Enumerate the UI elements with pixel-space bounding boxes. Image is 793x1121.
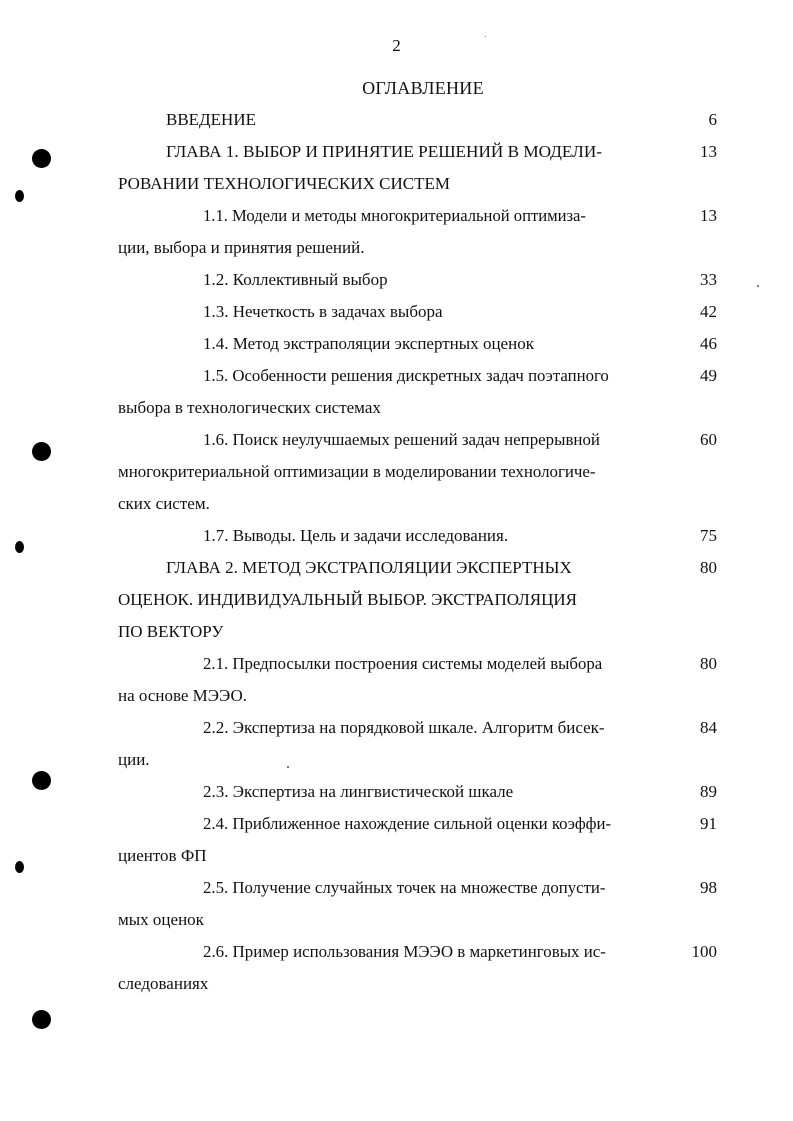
toc-entry-text: 2.4. Приближенное нахождение сильной оценки коэффи-: [203, 814, 612, 833]
punch-hole-mark: [32, 149, 51, 168]
toc-entry-page: 80: [700, 558, 717, 577]
toc-entry-page: 60: [700, 430, 717, 449]
toc-entry-page: 42: [700, 302, 717, 321]
toc-entry-page: 33: [700, 270, 717, 289]
toc-entry-text: 1.4. Метод экстраполяции экспертных оценок: [203, 334, 534, 353]
toc-entry-page: 49: [700, 366, 717, 385]
punch-hole-mark: [15, 190, 24, 202]
toc-entry-text: РОВАНИИ ТЕХНОЛОГИЧЕСКИХ СИСТЕМ: [118, 174, 450, 193]
toc-entry-page: 98: [700, 878, 717, 897]
toc-entry-text: 2.5. Получение случайных точек на множестве допусти-: [203, 878, 606, 897]
toc-entry-text: 2.3. Экспертиза на лингвистической шкале: [203, 782, 514, 801]
punch-hole-mark: [32, 771, 51, 790]
toc-entry-text: ГЛАВА 2. МЕТОД ЭКСТРАПОЛЯЦИИ ЭКСПЕРТНЫХ: [166, 558, 572, 577]
toc-entry-text: на основе МЭЭО.: [118, 686, 247, 705]
toc-entry-page: 75: [700, 526, 717, 545]
page-number: 2: [392, 36, 401, 55]
toc-entry-page: 13: [700, 142, 717, 161]
toc-entry-text: ских систем.: [118, 494, 210, 513]
toc-entry-text: 2.1. Предпосылки построения системы моделей выбора: [203, 654, 603, 673]
toc-entry-text: 1.3. Нечеткость в задачах выбора: [203, 302, 443, 321]
toc-entry-text: циентов ФП: [118, 846, 207, 865]
punch-hole-mark: [15, 541, 24, 553]
toc-entry-page: 13: [700, 206, 717, 225]
toc-entry-text: 1.5. Особенности решения дискретных задач поэтапного: [203, 366, 609, 385]
toc-entry-text: ПО ВЕКТОРУ: [118, 622, 224, 641]
toc-entry-text: следованиях: [118, 974, 209, 993]
toc-entry-text: 1.6. Поиск неулучшаемых решений задач непрерывной: [203, 430, 600, 449]
toc-entry-text: ВВЕДЕНИЕ: [166, 110, 256, 129]
toc-entry-text: ОЦЕНОК. ИНДИВИДУАЛЬНЫЙ ВЫБОР. ЭКСТРАПОЛЯЦИЯ: [118, 590, 577, 609]
toc-entry-text: ции, выбора и принятия решений.: [118, 238, 365, 257]
toc-entry-page: 80: [700, 654, 717, 673]
toc-entry-text: ции.: [118, 750, 150, 769]
toc-entry-page: 89: [700, 782, 717, 801]
punch-hole-mark: [15, 861, 24, 873]
toc-entry-page: 100: [691, 942, 717, 961]
toc-entry-text: многокритериальной оптимизации в моделировании технологиче-: [118, 462, 596, 481]
scan-speck: [485, 36, 486, 37]
toc-entry-text: выбора в технологических системах: [118, 398, 381, 417]
toc-entry-text: 2.2. Экспертиза на порядковой шкале. Алгоритм бисек-: [203, 718, 605, 737]
scan-speck: [757, 285, 759, 287]
toc-entry-page: 46: [700, 334, 717, 353]
toc-entry-text: мых оценок: [118, 910, 204, 929]
toc-entry-text: 2.6. Пример использования МЭЭО в маркетинговых ис-: [203, 942, 606, 961]
toc-entry-page: 91: [700, 814, 717, 833]
punch-hole-mark: [32, 442, 51, 461]
toc-entry-text: 1.1. Модели и методы многокритериальной оптимиза-: [203, 206, 586, 225]
toc-entry-text: 1.7. Выводы. Цель и задачи исследования.: [203, 526, 509, 545]
toc-entry-page: 6: [708, 110, 717, 129]
scan-speck: [287, 766, 289, 768]
toc-entry-text: 1.2. Коллективный выбор: [203, 270, 388, 289]
toc-entry-text: ГЛАВА 1. ВЫБОР И ПРИНЯТИЕ РЕШЕНИЙ В МОДЕЛИ-: [166, 142, 602, 161]
toc-entry-page: 84: [700, 718, 717, 737]
punch-hole-mark: [32, 1010, 51, 1029]
page-title: ОГЛАВЛЕНИЕ: [362, 78, 484, 98]
